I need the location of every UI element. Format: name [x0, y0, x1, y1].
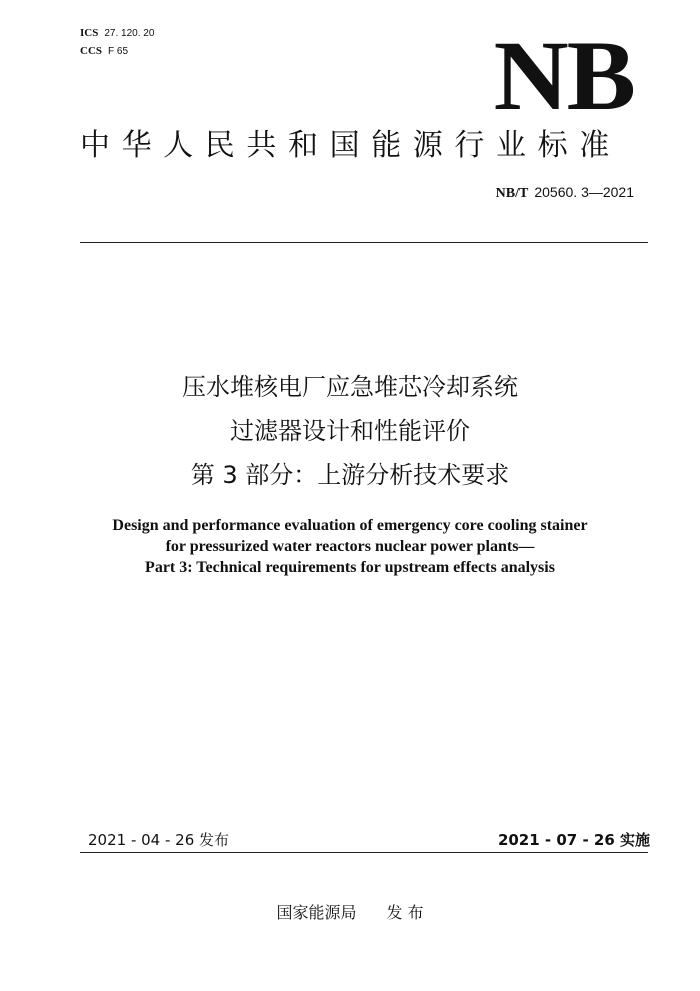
ccs-value: F 65: [108, 46, 129, 57]
chinese-title: [40, 365, 660, 497]
ccs-code: [80, 45, 128, 58]
english-title-line-1: Design and performance evaluation of emergency core cooling stainer: [112, 517, 588, 534]
bottom-divider: [80, 852, 648, 853]
nb-logo: NB: [493, 20, 634, 131]
standard-number-prefix: NB/T: [495, 186, 529, 201]
issue-date: 2021 - 04 - 26 发布: [88, 831, 230, 849]
english-title-line-3: Part 3: Technical requirements for upstream effects analysis: [145, 559, 555, 576]
english-title: [40, 515, 660, 578]
ics-value: 27. 120. 20: [104, 28, 155, 39]
standard-number-value: 20560. 3—2021: [534, 184, 634, 200]
standard-category-title: 中华人民共和国能源行业标准: [80, 128, 621, 163]
chinese-title-line-1: 压水堆核电厂应急堆芯冷却系统: [182, 373, 518, 401]
ics-code: [80, 27, 154, 40]
ics-label: ICS: [80, 27, 99, 39]
top-divider: [80, 242, 648, 243]
effective-date: 2021 - 07 - 26 实施: [497, 831, 650, 849]
chinese-title-line-2: 过滤器设计和性能评价: [230, 417, 470, 445]
standard-number: [496, 184, 634, 202]
ccs-label: CCS: [80, 45, 103, 57]
english-title-line-2: for pressurized water reactors nuclear power plants—: [165, 538, 535, 555]
issuer-action: 发 布: [386, 903, 424, 922]
issuer: [0, 900, 700, 923]
chinese-title-line-3: 第 3 部分：上游分析技术要求: [190, 461, 510, 489]
issuer-name: 国家能源局: [276, 903, 357, 922]
